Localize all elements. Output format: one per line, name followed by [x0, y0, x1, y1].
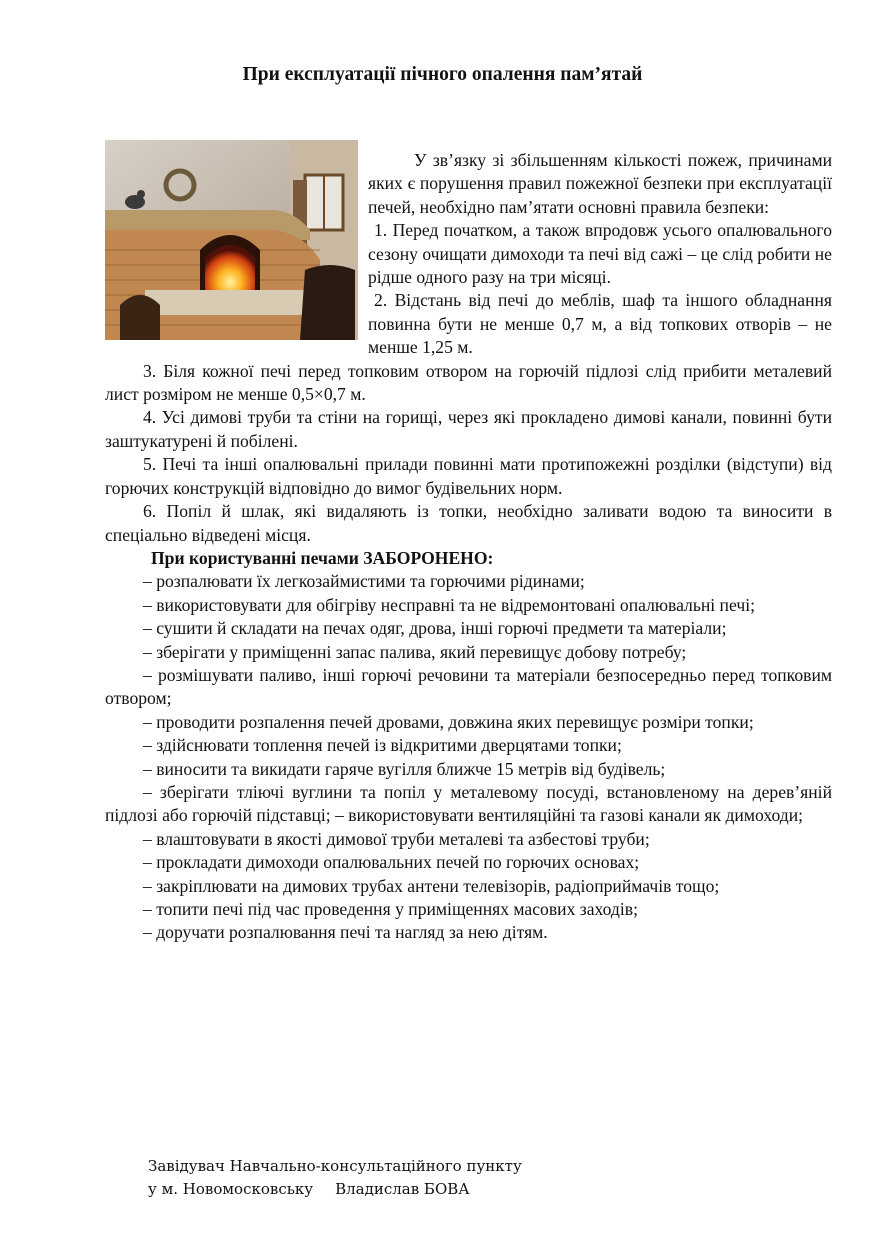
rule-item: 6. Попіл й шлак, які видаляють із топки, необхідно заливати водою та виносити в спеціально відведені місця.: [105, 501, 832, 545]
prohibited-item: – виносити та викидати гаряче вугілля ближче 15 метрів від будівель;: [143, 758, 666, 779]
intro-paragraph: У зв’язку зі збільшенням кількості пожеж, причинами яких є порушення правил пожежної безпеки при експлуатації печей, необхідно пам’ятати основні правила безпеки:: [368, 150, 832, 217]
rule-item: 5. Печі та інші опалювальні прилади повинні мати протипожежні розділки (відступи) від горючих конструкцій відповідно до вимог будівельних норм.: [105, 454, 832, 498]
signature-position: Завідувач Навчально-консультаційного пункту: [148, 1157, 522, 1175]
prohibited-item: – сушити й складати на печах одяг, дрова, інші горючі предмети та матеріали;: [143, 618, 727, 639]
prohibited-item: – проводити розпалення печей дровами, довжина яких перевищує розміри топки;: [143, 711, 754, 732]
image-wrap-spacer: [105, 149, 368, 349]
rule-item: 3. Біля кожної печі перед топковим отвором на горючій підлозі слід прибити металевий лист розміром не менше 0,5×0,7 м.: [105, 360, 832, 405]
rule-item: 2. Відстань від печі до меблів, шаф та іншого обладнання повинна бути не менше 0,7 м, а від топкових отворів – не менше 1,25 м.: [368, 290, 832, 358]
prohibited-item: – здійснювати топлення печей із відкритими дверцятами топки;: [143, 735, 622, 756]
page-title: При експлуатації пічного опалення пам’ятай: [242, 64, 643, 85]
signature-line2: [148, 1178, 522, 1201]
prohibited-heading: При користуванні печами ЗАБОРОНЕНО:: [151, 547, 494, 568]
prohibited-item: – розпалювати їх легкозаймистими та горючими рідинами;: [143, 571, 585, 592]
prohibited-item: – використовувати для обігріву несправні та не відремонтовані опалювальні печі;: [143, 594, 755, 615]
prohibited-item: – зберігати у приміщенні запас палива, який перевищує добову потребу;: [143, 641, 687, 662]
signature-name: Владислав БОВА: [335, 1179, 470, 1198]
signature-place: у м. Новомосковську: [148, 1179, 314, 1198]
prohibited-item: – топити печі під час проведення у приміщеннях масових заходів;: [143, 899, 638, 919]
prohibited-item: – розмішувати паливо, інші горючі речовини та матеріали безпосередньо перед топковим отвором;: [105, 664, 832, 709]
prohibited-item: – прокладати димоходи опалювальних печей по горючих основах;: [143, 852, 640, 873]
prohibited-item: – влаштовувати в якості димової труби металеві та азбестові труби;: [143, 828, 650, 849]
document-body: [105, 149, 832, 945]
signature-block: [148, 1155, 522, 1200]
prohibited-item: – закріплювати на димових трубах антени телевізорів, радіоприймачів тощо;: [143, 875, 720, 896]
prohibited-item: – доручати розпалювання печі та нагляд за нею дітям.: [143, 922, 548, 943]
rule-item: 1. Перед початком, а також впродовж усього опалювального сезону очищати димоходи та печі від сажі – це слід робити не рідше одного разу на три місяці.: [368, 220, 832, 288]
rule-item: 4. Усі димові труби та стіни на горищі, через які прокладено димові канали, повинні бути заштукатурені й побілені.: [105, 407, 832, 451]
prohibited-item: – зберігати тліючі вуглини та попіл у металевому посуді, встановленому на дерев’яній підлозі або горючій підставці; – використовувати вентиляційні та газові канали як димоходи;: [105, 781, 832, 826]
